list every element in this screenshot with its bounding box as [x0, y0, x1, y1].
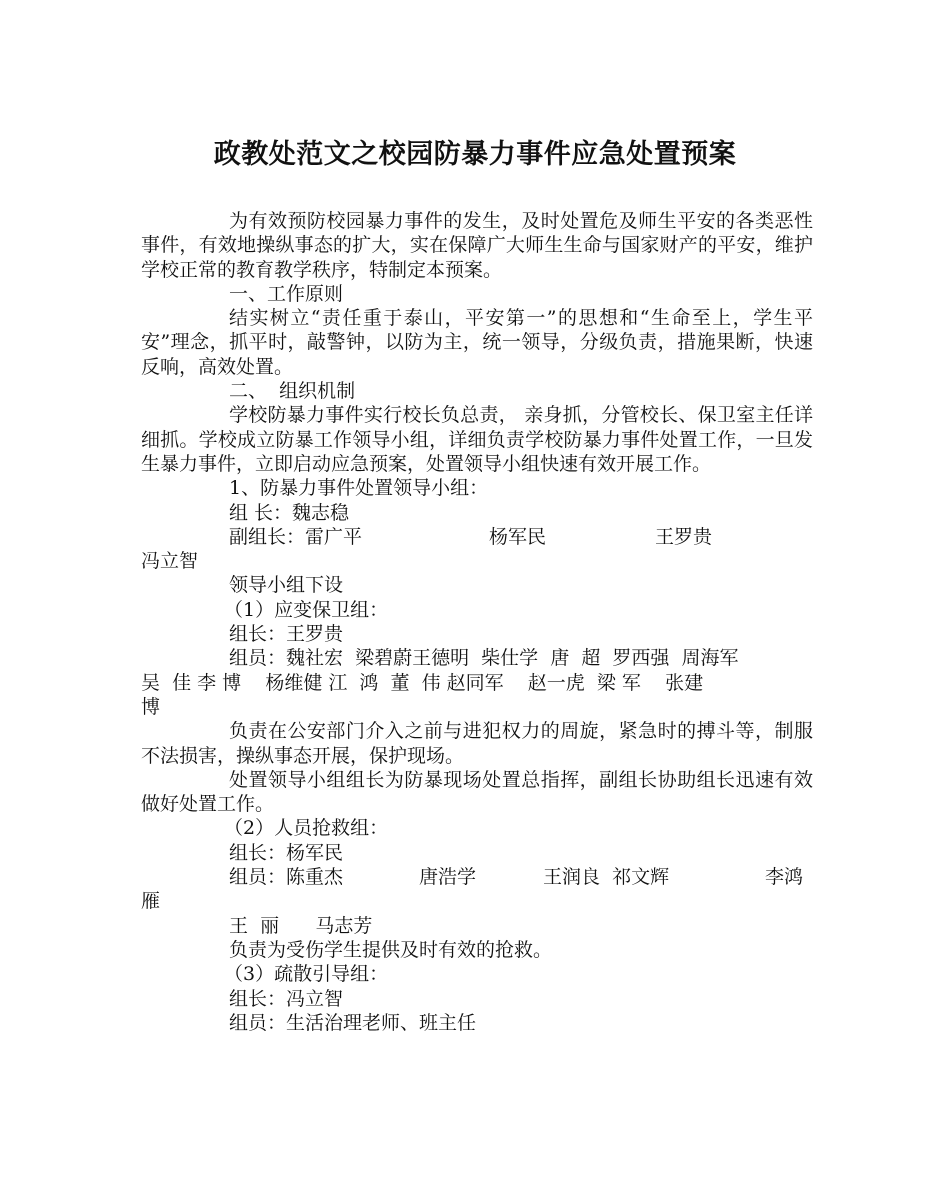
group3-heading: （3）疏散引导组： [224, 963, 389, 986]
group2-members-wrap: 雁 [141, 890, 161, 913]
section1-heading: 一、工作原则 [229, 282, 344, 305]
deputy-name-3: 王罗贵 [655, 525, 713, 548]
group1-members-line2: 吴 佳 李 博 杨维健 江 鸿 董 伟 赵同军 赵一虎 梁 军 张建 [141, 671, 704, 694]
section2-paragraph: 学校防暴力事件实行校长负总责， 亲身抓，分管校长、保卫室主任详细抓。学校成立防暴工作领导小组，详细负责学校防暴力事件处置工作，一旦发生暴力事件，立即启动应急预案，处置领导小组快速有效开展工作。 [141, 404, 813, 475]
group2-duty: 负责为受伤学生提供及时有效的抢救。 [229, 938, 553, 961]
group2-member-c: 王润良 祁文辉 [543, 866, 670, 889]
group1-duty: 负责在公安部门介入之前与进犯权力的周旋，紧急时的搏斗等，制服不法损害，操纵事态开展，保护现场。 [141, 720, 813, 767]
group2-member-a: 组员：陈重杰 [229, 866, 344, 889]
group1-command: 处置领导小组组长为防暴现场处置总指挥，副组长协助组长迅速有效做好处置工作。 [141, 768, 813, 816]
group1-members-line3: 博 [141, 695, 161, 718]
group2-member-b: 唐浩学 [419, 866, 477, 889]
group1-heading: （1）应变保卫组： [224, 598, 389, 621]
group2-member-d: 李鸿 [765, 866, 804, 889]
group1-leader: 组长：王罗贵 [229, 623, 344, 646]
group2-members-line2: 王 丽 马志芳 [229, 914, 373, 937]
group2-heading: （2）人员抢救组： [224, 817, 389, 840]
section1-paragraph: 结实树立“责任重于泰山，平安第一”的思想和“生命至上，学生平安”理念，抓平时，敲警钟，以防为主，统一领导，分级负责，措施果断，快速反响，高效处置。 [141, 307, 813, 378]
section2-heading: 二、 组织机制 [229, 380, 356, 403]
intro-paragraph: 为有效预防校园暴力事件的发生，及时处置危及师生平安的各类恶性事件，有效地操纵事态的扩大，实在保障广大师生生命与国家财产的平安，维护学校正常的教育教学秩序，特制定本预案。 [141, 210, 813, 281]
subgroups-label: 领导小组下设 [229, 574, 344, 597]
leader-line: 组 长：魏志稳 [229, 501, 350, 524]
deputy-row [141, 525, 813, 549]
group2-members-row [141, 865, 813, 889]
document-title: 政教处范文之校园防暴力事件应急处置预案 [213, 139, 737, 170]
deputy-name-2: 杨军民 [489, 525, 547, 548]
group3-members: 组员：生活治理老师、班主任 [229, 1011, 477, 1034]
leader-group-heading: 1、防暴力事件处置领导小组： [229, 477, 489, 500]
document-body [141, 209, 813, 1035]
deputy-label: 副组长：雷广平 [229, 525, 363, 548]
deputy-name-4: 冯立智 [141, 550, 199, 573]
group3-leader: 组长：冯立智 [229, 987, 344, 1010]
group2-leader: 组长：杨军民 [229, 841, 344, 864]
group1-members-line1: 组员：魏社宏 梁碧蔚王德明 柴仕学 唐 超 罗西强 周海军 [229, 647, 739, 670]
